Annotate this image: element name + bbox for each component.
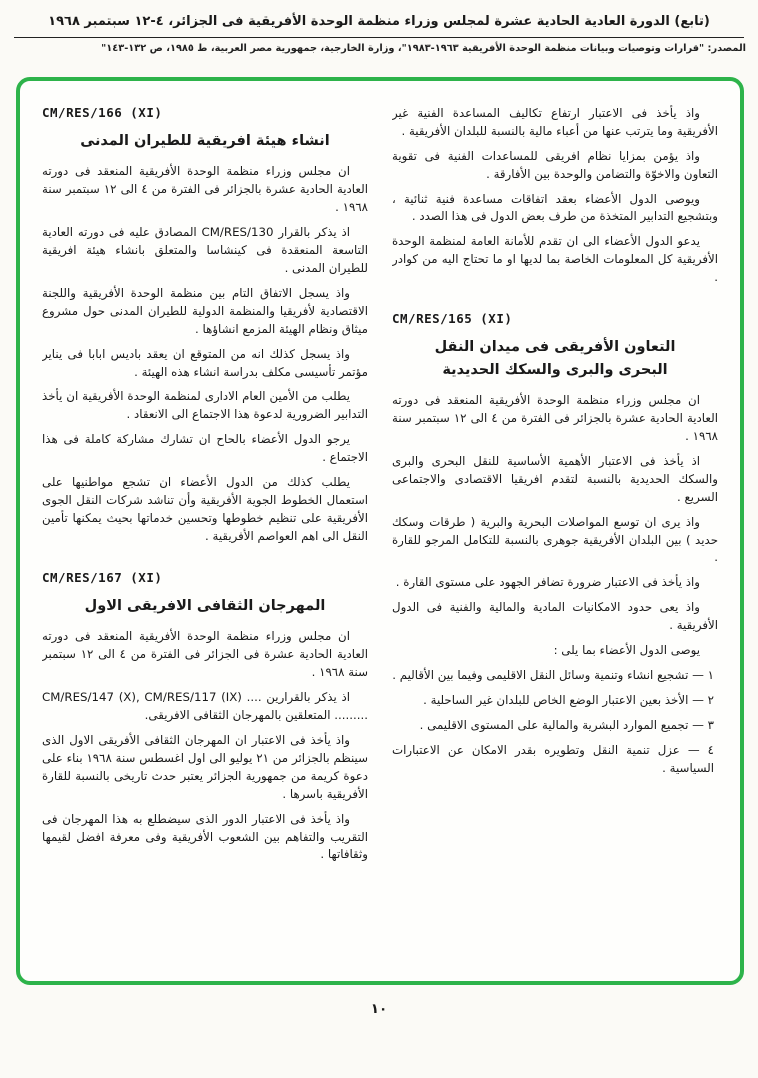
paragraph: واذ يرى ان توسع المواصلات البحرية والبرية ( طرقات وسكك حديد ) بين البلدان الأفريقية جوهرى بالنسبة للتكامل المرجو للقارة . [392,514,718,565]
paragraph: يرجو الدول الأعضاء بالحاح ان تشارك مشاركة كاملة فى هذا الاجتماع . [42,432,368,465]
paragraph: اذ يأخذ فى الاعتبار الأهمية الأساسية للنقل البحرى والبرى والسكك الحديدية بالنسبة لتقدم افريقيا الاقتصادى والاجتماعى السريع . [392,453,718,504]
paragraph: واذ يأخذ فى الاعتبار ارتفاع تكاليف المساعدة الفنية غير الأفريقية وما يترتب عنها من أعباء مالية بالنسبة للبلدان الأفريقية . [392,105,718,138]
section-title-166: انشاء هيئة افريقية للطيران المدنى [80,132,330,149]
paragraph: ان مجلس وزراء منظمة الوحدة الأفريقية المنعقد فى دورته العادية الحادية عشرة بالجزائر فى الفترة من ٤ الى ١٢ سبتمبر سنة ١٩٦٨ . [42,164,368,215]
section-title-167: المهرجان الثقافى الافريقى الاول [84,597,326,614]
paragraph: ان مجلس وزراء منظمة الوحدة الأفريقية المنعقد فى دورته العادية الحادية عشرة فى الجزائر فى الفترة من ٤ الى ١٢ سبتمبر سنة ١٩٦٨ . [42,629,368,680]
paragraph: واذ يسجل كذلك انه من المتوقع ان يعقد باديس ابابا فى يناير مؤتمر تأسيسى مكلف بدراسة انشاء هذه الهيئة . [42,346,368,379]
paragraph: واذ يأخذ فى الاعتبار ان المهرجان الثقافى الأفريقى الاول الذى سينظم بالجزائر من ٢١ يوليو الى اول اغسطس سنة ١٩٦٨ بناء على دعوة كريمة من جمهورية الجزائر يعتبر حدث تاريخى بالنسبة للقارة الأفريقية باسرها . [42,732,368,801]
list-item: ٢ — الأخذ بعين الاعتبار الوضع الخاص للبلدان غير الساحلية . [423,692,714,707]
content-frame [16,77,744,985]
paragraph: واذ يعى حدود الامكانيات المادية والمالية والفنية فى الدول الأفريقية . [392,600,718,633]
column-right [392,105,718,965]
list-item: ٣ — تجميع الموارد البشرية والمالية على المستوى الاقليمى . [419,717,714,732]
section-title-line: البحرى والبرى والسكك الحديدية [442,361,668,378]
page-number: ١٠ [370,1000,388,1017]
paragraph: اذ يذكر بالقرار CM/RES/130 المصادق عليه فى دورته العادية التاسعة المنعقدة فى كينشاسا والمتعلق بانشاء هيئة افريقية للطيران المدنى . [42,225,368,275]
page-header [0,0,758,57]
two-column-layout [42,105,718,965]
resolution-ref-167: CM/RES/167 (XI) [42,569,163,585]
column-left [42,105,368,965]
paragraph: يطلب من الأمين العام الادارى لمنظمة الوحدة الأفريقية ان يأخذ التدابير الضرورية لدعوة هذا الاجتماع الى الانعقاد . [42,389,368,422]
resolution-ref-166: CM/RES/166 (XI) [42,104,163,120]
header-title: (تابع) الدورة العادية الحادية عشرة لمجلس وزراء منظمة الوحدة الأفريقية فى الجزائر، ٤-١٢ سبتمبر ١٩٦٨ [48,14,710,29]
header-source: المصدر: "قرارات وتوصيات وبيانات منظمة الوحدة الأفريقية ١٩٦٣-١٩٨٣"، وزارة الخارجية، جمهورية مصر العربية، ط ١٩٨٥، ص ١٣٢-١٤٣" [101,43,746,55]
paragraph: اذ يذكر بالقرارين .... CM/RES/147 (X), CM/RES/117 (IX) ......... المتعلقين بالمهرجان الثقافى الافريقى. [42,690,368,722]
header-divider [14,37,744,38]
paragraph: يدعو الدول الأعضاء الى ان تقدم للأمانة العامة لمنظمة الوحدة الأفريقية كل المعلومات الخاصة بما لديها او ما تحتاج اليه من كوادر . [392,234,718,285]
paragraph: ان مجلس وزراء منظمة الوحدة الأفريقية المنعقد فى دورته العادية الحادية عشرة بالجزائر فى الفترة من ٤ الى ١٢ سبتمبر سنة ١٩٦٨ . [392,393,718,443]
paragraph: واذ يأخذ فى الاعتبار الدور الذى سيضطلع به هذا المهرجان فى التقريب والتفاهم بين الشعوب الأفريقية وفى معرفة افضل لقيمها وثقافاتها . [42,811,368,862]
list-item: ٤ — عزل تنمية النقل وتطويره بقدر الامكان عن الاعتبارات السياسية . [392,742,714,775]
paragraph: واذ يأخذ فى الاعتبار ضرورة تضافر الجهود على مستوى القارة . [395,575,700,590]
paragraph: يوصى الدول الأعضاء بما يلى : [553,643,700,658]
paragraph: واذ يسجل الاتفاق التام بين منظمة الوحدة الأفريقية واللجنة الاقتصادية لأفريقيا والمنظمة الدولية للطيران المدنى حول مشروع ميثاق ونظام الهيئة المزمع انشاؤها . [42,285,368,336]
paragraph: يطلب كذلك من الدول الأعضاء ان تشجع مواطنيها على استعمال الخطوط الجوية الأفريقية وأن تناشد شركات النقل الجوى الأفريقية على تنظيم خطوطها وتحسين خدماتها بحيث يمكنها تأمين النقل الى اهم العواصم الأفريقية . [42,475,368,543]
section-title-165 [392,336,718,381]
resolution-ref-165: CM/RES/165 (XI) [392,311,513,327]
paragraph: واذ يؤمن بمزايا نظام افريقى للمساعدات الفنية فى تقوية التعاون والاخوّة والتضامن والوحدة بين الأفارقة . [392,148,718,181]
paragraph: ويوصى الدول الأعضاء بعقد اتفاقات مساعدة فنية ثنائية ، وبتشجيع التدابير المتخذة من طرف بعض الدول فى هذا الصدد . [392,191,718,224]
page-footer [0,1001,758,1017]
list-item: ١ — تشجيع انشاء وتنمية وسائل النقل الاقليمى وفيما بين الأقاليم . [392,668,714,683]
section-title-line: التعاون الأفريقى فى ميدان النقل [434,339,676,356]
